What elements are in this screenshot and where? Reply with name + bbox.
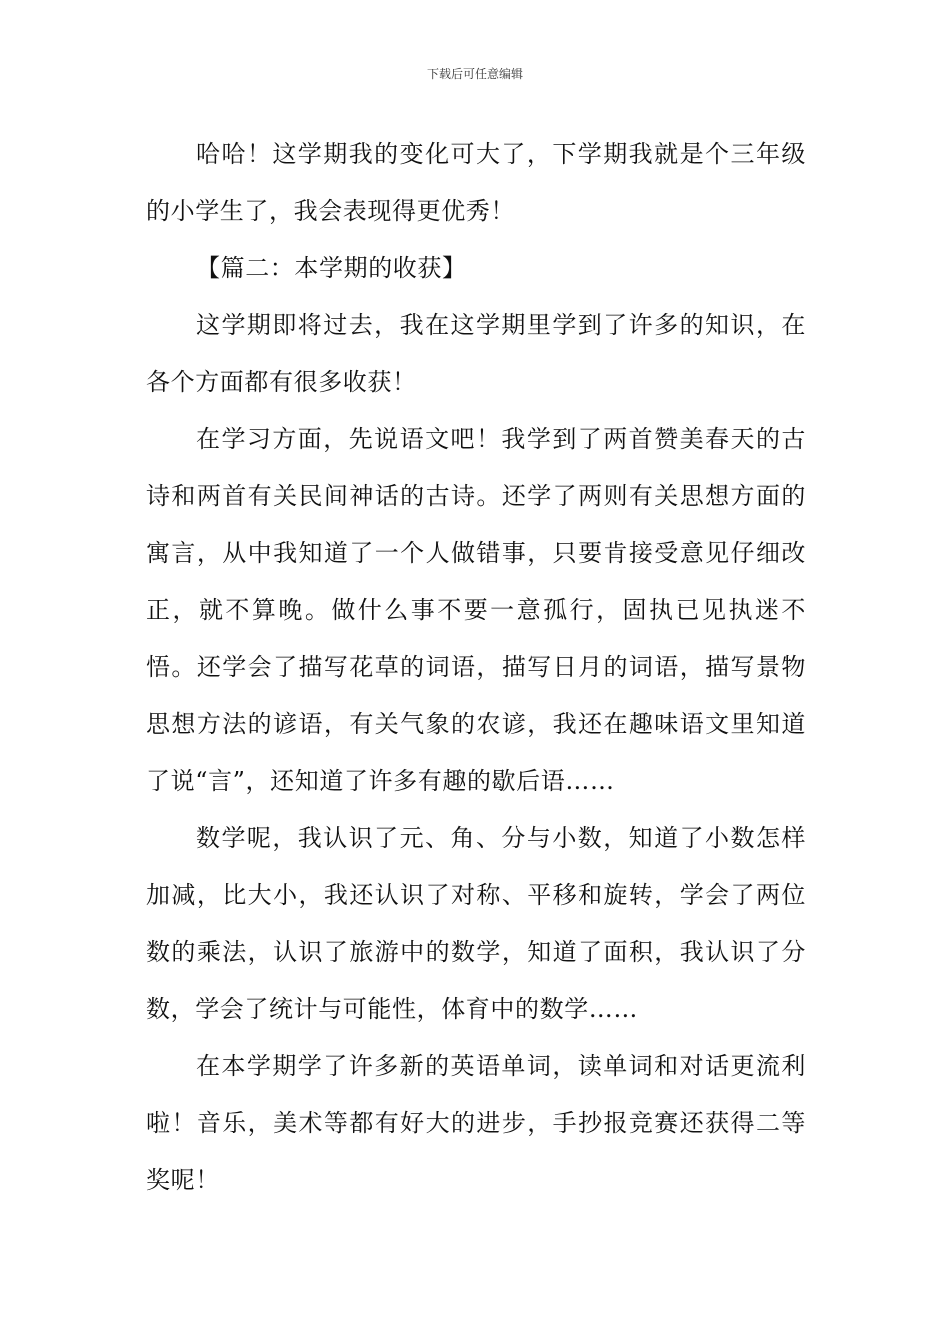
paragraph-english-arts: 在本学期学了许多新的英语单词，读单词和对话更流利啦！音乐，美术等都有好大的进步，手抄报竞赛还获得二等奖呢！	[146, 1052, 806, 1194]
section-heading: 【篇二：本学期的收获】	[196, 254, 467, 282]
paragraph-math: 数学呢，我认识了元、角、分与小数，知道了小数怎样加减，比大小，我还认识了对称、平移和旋转，学会了两位数的乘法，认识了旅游中的数学，知道了面积，我认识了分数，学会了统计与可能性，体育中的数学……	[146, 824, 806, 1023]
header-note: 下载后可任意编辑	[426, 67, 523, 81]
paragraph-chinese: 在学习方面，先说语文吧！我学到了两首赞美春天的古诗和两首有关民间神话的古诗。还学了两则有关思想方面的寓言，从中我知道了一个人做错事，只要肯接受意见仔细改正，就不算晚。做什么事不要一意孤行，固执已见执迷不悟。还学会了描写花草的词语，描写日月的词语，描写景物思想方法的谚语，有关气象的农谚，我还在趣味语文里知道了说“言”，还知道了许多有趣的歇后语……	[146, 425, 806, 795]
paragraph-intro: 这学期即将过去，我在这学期里学到了许多的知识，在各个方面都有很多收获！	[146, 311, 806, 396]
paragraph-conclusion: 哈哈！这学期我的变化可大了，下学期我就是个三年级的小学生了，我会表现得更优秀！	[146, 140, 806, 225]
document-body	[146, 126, 806, 1209]
